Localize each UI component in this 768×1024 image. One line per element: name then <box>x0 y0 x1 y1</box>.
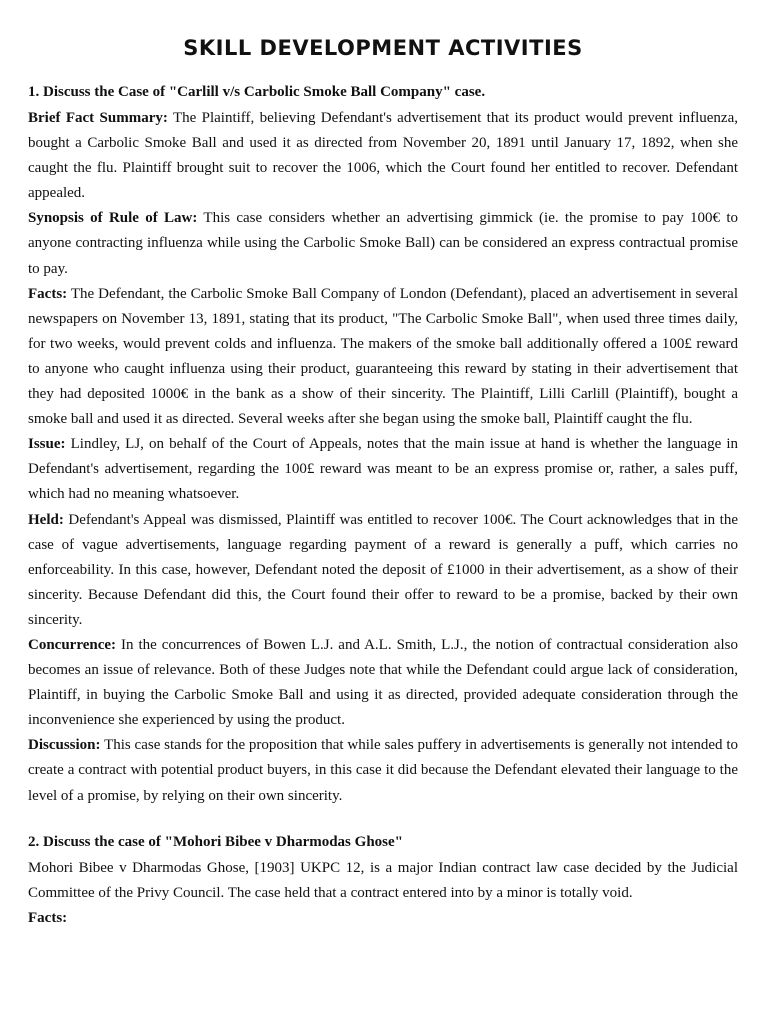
issue-paragraph <box>28 432 738 507</box>
discussion-paragraph <box>28 733 738 808</box>
brief-fact-summary-label: Brief Fact Summary: <box>28 110 168 126</box>
discussion-label: Discussion: <box>28 737 101 754</box>
brief-fact-summary-paragraph <box>28 106 738 206</box>
concurrence-text: In the concurrences of Bowen L.J. and A.L. Smith, L.J., the notion of contractual consideration also becomes an issue of relevance. Both of these Judges note that while the Defendant could argue lack of consideration, Plaintiff, in buying the Carbolic Smoke Ball and using it as directed, provided adequate consideration through the inconvenience she experienced by using the product. <box>28 636 739 729</box>
issue-label: Issue: <box>28 436 66 453</box>
question-1-heading: 1. Discuss the Case of "Carlill v/s Carbolic Smoke Ball Company" case. <box>28 84 486 100</box>
synopsis-paragraph <box>28 206 738 281</box>
facts-label: Facts: <box>28 285 68 302</box>
synopsis-label: Synopsis of Rule of Law: <box>28 210 198 227</box>
held-label: Held: <box>28 511 64 528</box>
mohori-facts-paragraph <box>28 906 738 931</box>
facts-text: The Defendant, the Carbolic Smoke Ball Company of London (Defendant), placed an advertisement in several newspapers on November 13, 1891, stating that its product, "The Carbolic Smoke Ball", when used three times daily, for two weeks, would prevent colds and influenza. The makers of the smoke ball additionally offered a 100£ reward to anyone who caught influenza using their product, guaranteeing this reward by stating in their advertisement that they had deposited 1000€ in the bank as a show of their sincerity. The Plaintiff, Lilli Carlill (Plaintiff), bought a smoke ball and used it as directed. Several weeks after she began using the smoke ball, Plaintiff caught the flu. <box>28 285 739 428</box>
section-spacer <box>28 809 738 832</box>
discussion-text: This case stands for the proposition that while sales puffery in advertisements is generally not intended to create a contract with potential product buyers, in this case it did because the Defendant elevated their language to the level of a promise, by relying on their own sincerity. <box>28 737 738 804</box>
synopsis-text: This case considers whether an advertising gimmick (ie. the promise to pay 100€ to anyone contracting influenza while using the Carbolic Smoke Ball) can be considered an express contractual promise to pay. <box>28 210 738 277</box>
concurrence-paragraph <box>28 633 738 733</box>
issue-text: Lindley, LJ, on behalf of the Court of Appeals, notes that the main issue at hand is whether the language in Defendant's advertisement, regarding the 100£ reward was meant to be an express promise or, rather, a sales puff, which had no meaning whatsoever. <box>28 436 739 503</box>
question-2-heading: 2. Discuss the case of "Mohori Bibee v Dharmodas Ghose" <box>28 833 403 850</box>
facts-paragraph <box>28 282 738 433</box>
document-page <box>28 36 738 931</box>
concurrence-label: Concurrence: <box>28 636 117 653</box>
brief-fact-summary-text: The Plaintiff, believing Defendant's advertisement that its product would prevent influenza, bought a Carbolic Smoke Ball and used it as directed from November 20, 1891 until January 17, 1892, when she caught the flu. Plaintiff brought suit to recover the 1006, which the Court found her entitled to recover. Defendant appealed. <box>28 110 738 202</box>
held-paragraph <box>28 508 738 633</box>
mohori-facts-label: Facts: <box>28 909 68 926</box>
page-title: SKILL DEVELOPMENT ACTIVITIES <box>183 36 583 60</box>
mohori-intro-paragraph: Mohori Bibee v Dharmodas Ghose, [1903] UKPC 12, is a major Indian contract law case decided by the Judicial Committee of the Privy Council. The case held that a contract entered into by a minor is totally void. <box>28 859 738 901</box>
held-text: Defendant's Appeal was dismissed, Plaintiff was entitled to recover 100€. The Court acknowledges that in the case of vague advertisements, language regarding payment of a reward is generally a puff, which carries no enforceability. In this case, however, Defendant noted the deposit of £1000 in their advertisement, as a show of their sincerity. Because Defendant did this, the Court found their offer to reward to be a promise, backed by their own sincerity. <box>28 511 739 628</box>
